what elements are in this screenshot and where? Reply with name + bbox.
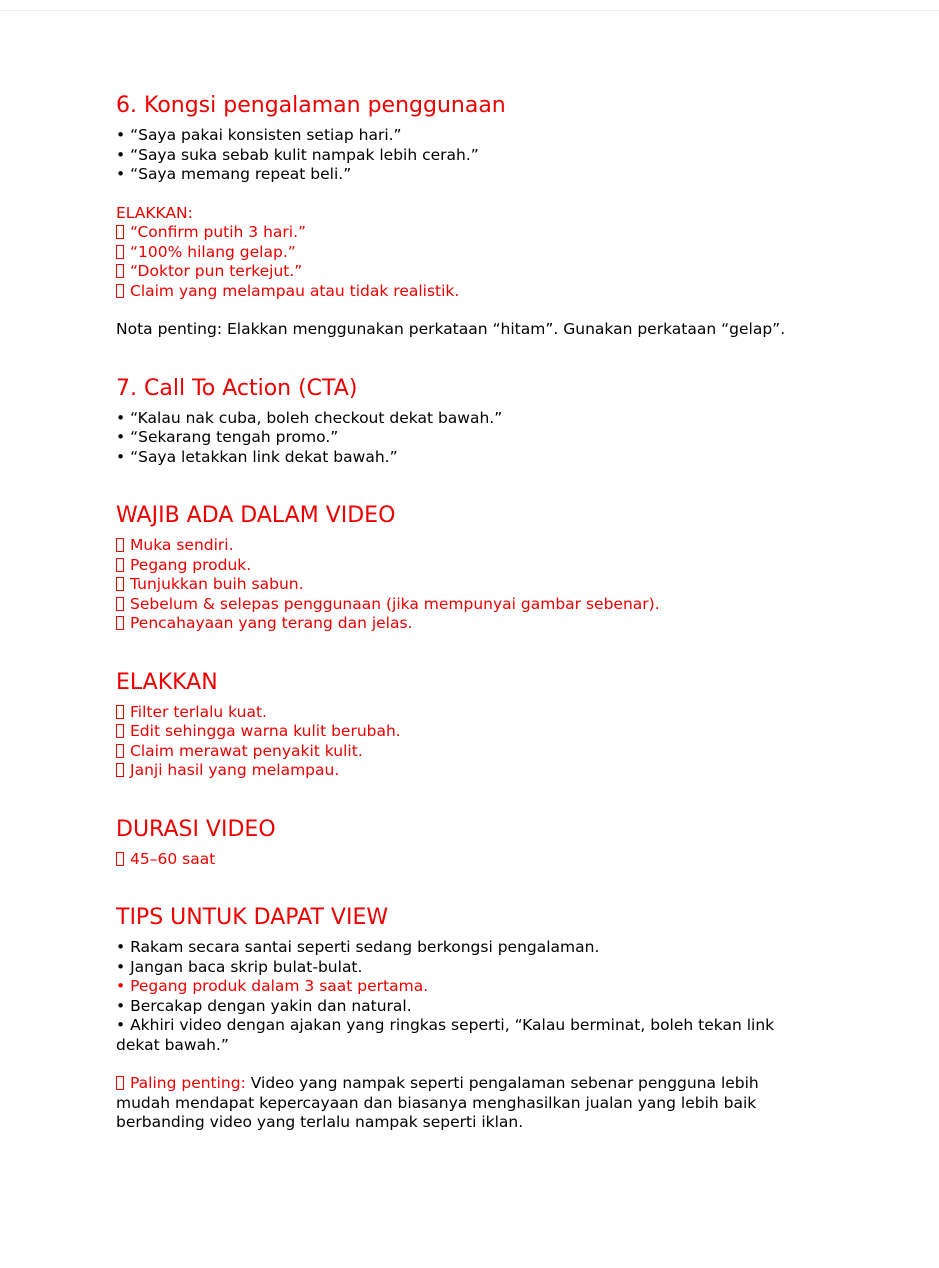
- missing-glyph-icon: [116, 763, 124, 777]
- missing-glyph-icon: [116, 558, 124, 572]
- missing-glyph-icon: [116, 1076, 124, 1090]
- section-7-title: 7. Call To Action (CTA): [116, 375, 358, 401]
- checklist-item: [116, 614, 816, 634]
- important-text: Video yang nampak seperti pengalaman sebenar pengguna lebih mudah mendapat kepercayaan dan biasanya menghasilkan jualan yang lebih baik berbanding video yang terlalu nampak seperti iklan.: [116, 1074, 759, 1131]
- avoid-item-text: Edit sehingga warna kulit berubah.: [130, 722, 401, 740]
- avoid-item: [116, 243, 816, 263]
- missing-glyph-icon: [116, 577, 124, 591]
- missing-glyph-icon: [116, 597, 124, 611]
- missing-glyph-icon: [116, 538, 124, 552]
- missing-glyph-icon: [116, 724, 124, 738]
- bullet-item: • “Saya suka sebab kulit nampak lebih cerah.”: [116, 145, 479, 164]
- avoid-item-text: “Doktor pun terkejut.”: [130, 262, 303, 280]
- avoid-item-text: “Confirm putih 3 hari.”: [130, 223, 307, 241]
- important-note: Nota penting: Elakkan menggunakan perkataan “hitam”. Gunakan perkataan “gelap”.: [116, 320, 786, 338]
- missing-glyph-icon: [116, 705, 124, 719]
- checklist-item: [116, 595, 816, 615]
- checklist-item: [116, 575, 816, 595]
- missing-glyph-icon: [116, 245, 124, 259]
- bullet-item: • “Saya pakai konsisten setiap hari.”: [116, 126, 402, 144]
- missing-glyph-icon: [116, 284, 124, 298]
- missing-glyph-icon: [116, 744, 124, 758]
- tip-item-highlight: • Pegang produk dalam 3 saat pertama.: [116, 977, 429, 995]
- avoid-item: [116, 722, 816, 742]
- duration-item-text: 45–60 saat: [130, 849, 216, 868]
- durasi-title: DURASI VIDEO: [116, 816, 276, 842]
- avoid-label: ELAKKAN:: [116, 203, 193, 222]
- checklist-item-text: Muka sendiri.: [130, 536, 234, 554]
- important-label-text: Paling penting:: [130, 1074, 246, 1092]
- tip-item: • Bercakap dengan yakin dan natural.: [116, 996, 412, 1015]
- tips-title: TIPS UNTUK DAPAT VIEW: [116, 905, 389, 930]
- missing-glyph-icon: [116, 264, 124, 278]
- wajib-title: WAJIB ADA DALAM VIDEO: [116, 503, 396, 528]
- avoid-item: [116, 262, 816, 282]
- top-border: [0, 10, 939, 11]
- tip-item: • Jangan baca skrip bulat-bulat.: [116, 957, 363, 976]
- missing-glyph-icon: [116, 852, 124, 866]
- elakkan-title: ELAKKAN: [116, 669, 218, 695]
- checklist-item-text: Pegang produk.: [130, 555, 252, 574]
- missing-glyph-icon: [116, 616, 124, 630]
- avoid-item-text: Filter terlalu kuat.: [130, 702, 267, 721]
- tip-item: • Rakam secara santai seperti sedang berkongsi pengalaman.: [116, 938, 600, 956]
- avoid-item: [116, 703, 816, 723]
- checklist-item-text: Sebelum & selepas penggunaan (jika mempunyai gambar sebenar).: [130, 594, 660, 613]
- duration-item: [116, 850, 816, 870]
- avoid-item: [116, 223, 816, 243]
- avoid-item: [116, 761, 816, 781]
- bullet-item: • “Saya letakkan link dekat bawah.”: [116, 447, 398, 466]
- document-page: [116, 92, 816, 1133]
- bullet-item: • “Saya memang repeat beli.”: [116, 165, 352, 183]
- avoid-item-text: Claim yang melampau atau tidak realistik.: [130, 281, 460, 300]
- checklist-item-text: Tunjukkan buih sabun.: [130, 575, 304, 593]
- checklist-item-text: Pencahayaan yang terang dan jelas.: [130, 614, 413, 632]
- avoid-item-text: Claim merawat penyakit kulit.: [130, 741, 363, 760]
- tip-item: • Akhiri video dengan ajakan yang ringkas seperti, “Kalau berminat, boleh tekan link dekat bawah.”: [116, 1016, 775, 1054]
- checklist-item: [116, 556, 816, 576]
- avoid-item: [116, 742, 816, 762]
- avoid-item-text: Janji hasil yang melampau.: [130, 761, 340, 779]
- important-label: [116, 1074, 246, 1092]
- bullet-item: • “Kalau nak cuba, boleh checkout dekat bawah.”: [116, 408, 503, 427]
- checklist-item: [116, 536, 816, 556]
- bullet-item: • “Sekarang tengah promo.”: [116, 428, 339, 446]
- avoid-item-text: “100% hilang gelap.”: [130, 242, 296, 261]
- important-paragraph: [116, 1074, 806, 1133]
- missing-glyph-icon: [116, 225, 124, 239]
- avoid-item: [116, 282, 816, 302]
- section-6-title: 6. Kongsi pengalaman penggunaan: [116, 93, 506, 118]
